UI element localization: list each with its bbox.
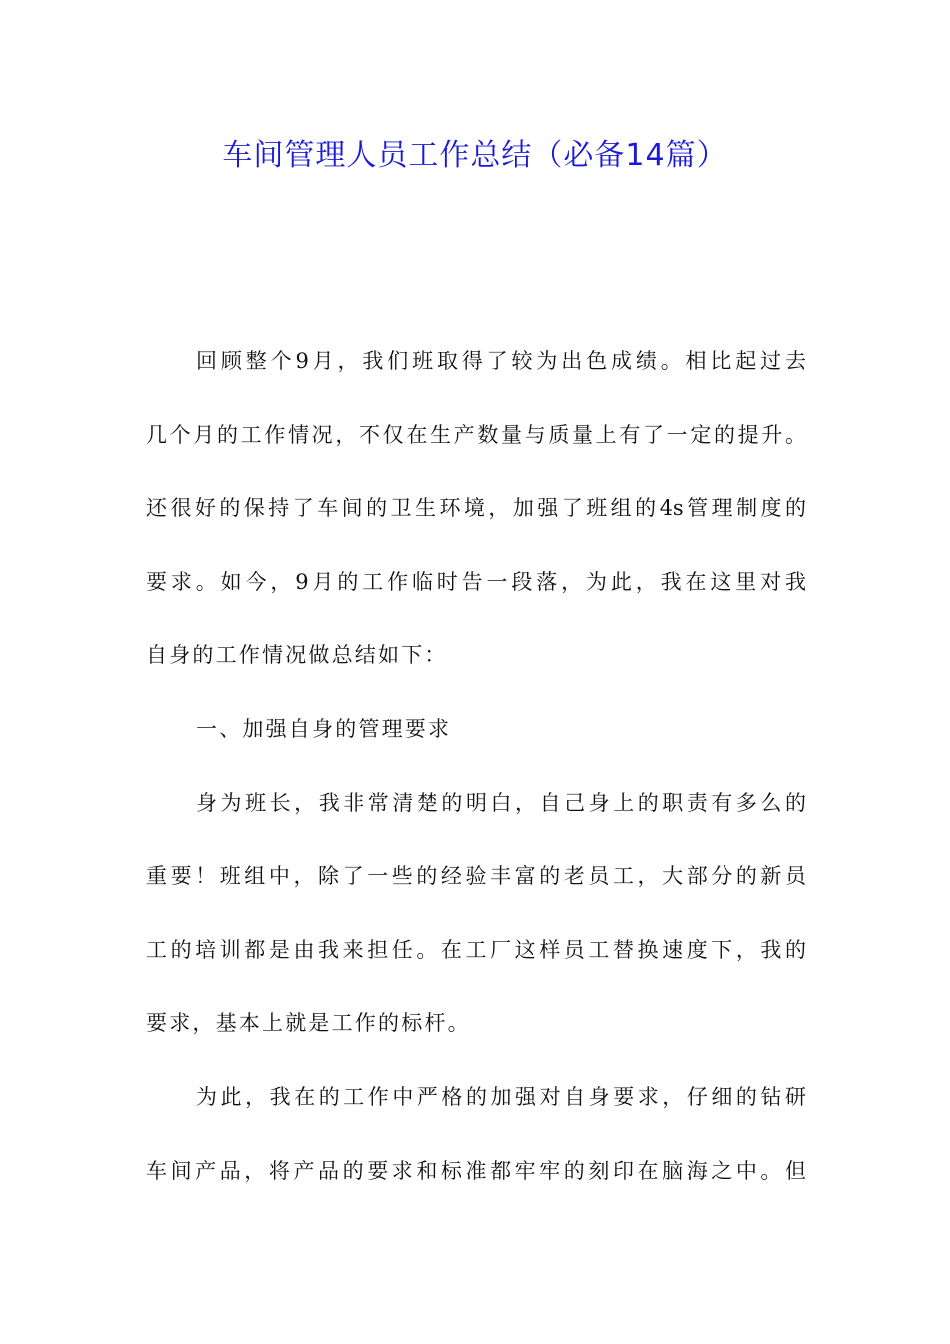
paragraph-line: 要求。如今，9月的工作临时告一段落，为此，我在这里对我 — [146, 569, 806, 594]
document-title: 车间管理人员工作总结（必备14篇） — [222, 138, 728, 173]
paragraph-line: 还很好的保持了车间的卫生环境，加强了班组的4s管理制度的 — [146, 496, 806, 521]
document-body — [146, 342, 806, 1225]
paragraph-line: 车间产品，将产品的要求和标准都牢牢的刻印在脑海之中。但 — [146, 1158, 806, 1183]
paragraph-line: 回顾整个9月，我们班取得了较为出色成绩。相比起过去 — [196, 349, 806, 373]
paragraph-line: 为此，我在的工作中严格的加强对自身要求，仔细的钻研 — [196, 1084, 806, 1109]
paragraph-line: 自身的工作情况做总结如下： — [146, 643, 448, 668]
paragraph-line: 工的培训都是由我来担任。在工厂这样员工替换速度下，我的 — [146, 937, 806, 962]
paragraph-line: 要求，基本上就是工作的标杆。 — [146, 1011, 471, 1036]
paragraph-line: 身为班长，我非常清楚的明白，自己身上的职责有多么的 — [196, 790, 806, 815]
section-heading: 一、加强自身的管理要求 — [196, 716, 452, 741]
paragraph-line: 几个月的工作情况，不仅在生产数量与质量上有了一定的提升。 — [146, 422, 806, 447]
paragraph-line: 重要！班组中，除了一些的经验丰富的老员工，大部分的新员 — [146, 864, 806, 889]
